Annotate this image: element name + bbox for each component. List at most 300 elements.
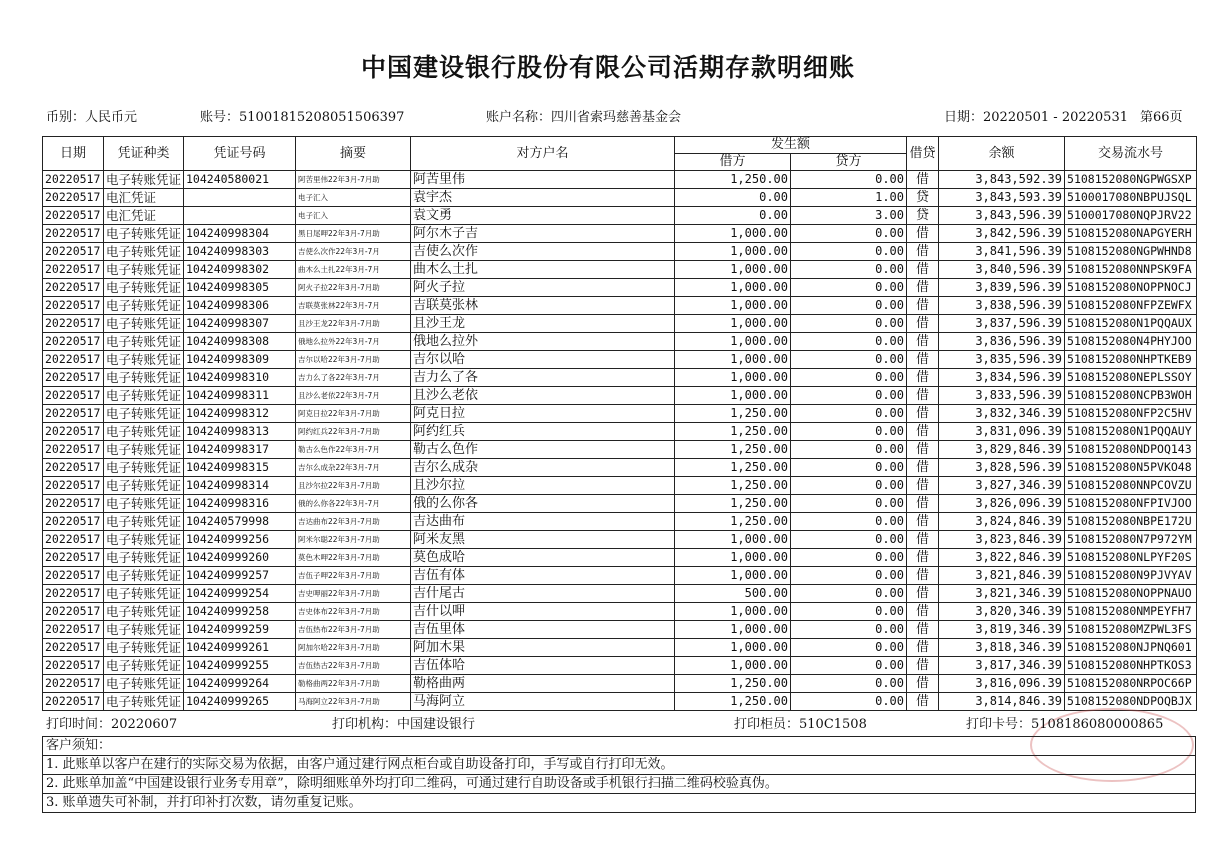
credit-amount: 0.00 [791, 441, 907, 459]
debit-credit-flag: 借 [907, 351, 939, 369]
credit-amount: 0.00 [791, 603, 907, 621]
print-card: 打印卡号：5108186080000865 [966, 717, 1164, 732]
table-row [43, 675, 1197, 693]
notice-heading: 客户须知： [43, 737, 1196, 756]
voucher-type: 电子转账凭证 [104, 297, 184, 315]
voucher-number: 104240999261 [184, 639, 296, 657]
header-summary: 摘要 [296, 137, 411, 171]
debit-amount: 1,000.00 [675, 351, 791, 369]
serial-number: 5108152080NHPTKOS3 [1065, 657, 1197, 675]
transaction-summary: 俄的么你各22年3月-7月 [296, 495, 411, 513]
voucher-number: 104240999260 [184, 549, 296, 567]
counterparty-name: 阿尔木子吉 [411, 225, 675, 243]
debit-amount: 1,250.00 [675, 675, 791, 693]
debit-credit-flag: 借 [907, 261, 939, 279]
ledger-date: 20220517 [43, 621, 104, 639]
debit-amount: 1,000.00 [675, 603, 791, 621]
debit-amount: 1,000.00 [675, 531, 791, 549]
table-row [43, 603, 1197, 621]
ledger-date: 20220517 [43, 261, 104, 279]
debit-amount: 1,000.00 [675, 315, 791, 333]
header-amount: 发生额 [675, 137, 907, 154]
serial-number: 5100017080NBPUJSQL [1065, 189, 1197, 207]
voucher-number: 104240999256 [184, 531, 296, 549]
credit-amount: 0.00 [791, 513, 907, 531]
table-row [43, 567, 1197, 585]
debit-amount: 1,000.00 [675, 657, 791, 675]
transaction-summary: 吉尔以哈22年3月-7月助 [296, 351, 411, 369]
voucher-type: 电子转账凭证 [104, 585, 184, 603]
customer-notice [42, 736, 1196, 813]
transaction-summary: 勒古么色作22年3月-7月 [296, 441, 411, 459]
voucher-number: 104240998316 [184, 495, 296, 513]
credit-amount: 0.00 [791, 297, 907, 315]
balance-amount: 3,819,346.39 [939, 621, 1065, 639]
header-dc: 借贷 [907, 137, 939, 171]
counterparty-name: 袁文勇 [411, 207, 675, 225]
voucher-type: 电子转账凭证 [104, 567, 184, 585]
debit-credit-flag: 贷 [907, 207, 939, 225]
voucher-number: 104240998306 [184, 297, 296, 315]
voucher-type: 电子转账凭证 [104, 225, 184, 243]
serial-number: 5108152080N5PVKO48 [1065, 459, 1197, 477]
document-title: 中国建设银行股份有限公司活期存款明细账 [360, 53, 855, 82]
serial-number: 5108152080N7P972YM [1065, 531, 1197, 549]
account-name: 账户名称：四川省索玛慈善基金会 [486, 110, 682, 125]
balance-amount: 3,833,596.39 [939, 387, 1065, 405]
credit-amount: 0.00 [791, 351, 907, 369]
voucher-number: 104240998314 [184, 477, 296, 495]
credit-amount: 0.00 [791, 675, 907, 693]
voucher-number: 104240999259 [184, 621, 296, 639]
counterparty-name: 阿约红兵 [411, 423, 675, 441]
credit-amount: 0.00 [791, 243, 907, 261]
ledger-date: 20220517 [43, 585, 104, 603]
ledger-date: 20220517 [43, 225, 104, 243]
ledger-date: 20220517 [43, 531, 104, 549]
counterparty-name: 阿加木果 [411, 639, 675, 657]
transaction-summary: 黑日尾呷22年3月-7月助 [296, 225, 411, 243]
serial-number: 5108152080NRPOC66P [1065, 675, 1197, 693]
balance-amount: 3,828,596.39 [939, 459, 1065, 477]
voucher-type: 电子转账凭证 [104, 621, 184, 639]
credit-amount: 0.00 [791, 621, 907, 639]
credit-amount: 0.00 [791, 225, 907, 243]
transaction-summary: 电子汇入 [296, 207, 411, 225]
debit-credit-flag: 借 [907, 567, 939, 585]
counterparty-name: 吉尔么成杂 [411, 459, 675, 477]
voucher-type: 电子转账凭证 [104, 243, 184, 261]
voucher-type: 电子转账凭证 [104, 351, 184, 369]
counterparty-name: 马海阿立 [411, 693, 675, 711]
table-row [43, 171, 1197, 189]
debit-credit-flag: 借 [907, 459, 939, 477]
ledger-date: 20220517 [43, 243, 104, 261]
voucher-number: 104240998317 [184, 441, 296, 459]
counterparty-name: 曲木么土扎 [411, 261, 675, 279]
debit-amount: 0.00 [675, 189, 791, 207]
credit-amount: 0.00 [791, 405, 907, 423]
balance-amount: 3,827,346.39 [939, 477, 1065, 495]
credit-amount: 0.00 [791, 531, 907, 549]
serial-number: 5108152080NAPGYERH [1065, 225, 1197, 243]
header-counterparty: 对方户名 [411, 137, 675, 171]
counterparty-name: 且沙尔拉 [411, 477, 675, 495]
debit-credit-flag: 借 [907, 279, 939, 297]
transaction-summary: 阿克日拉22年3月-7月助 [296, 405, 411, 423]
debit-credit-flag: 借 [907, 423, 939, 441]
counterparty-name: 阿米友黑 [411, 531, 675, 549]
counterparty-name: 勒古么色作 [411, 441, 675, 459]
ledger-date: 20220517 [43, 603, 104, 621]
header-credit: 贷方 [791, 154, 907, 171]
currency-label: 币别：人民币元 [46, 110, 138, 125]
credit-amount: 0.00 [791, 495, 907, 513]
counterparty-name: 吉伍有体 [411, 567, 675, 585]
ledger-date: 20220517 [43, 279, 104, 297]
ledger-date: 20220517 [43, 675, 104, 693]
table-row [43, 477, 1197, 495]
counterparty-name: 俄地么拉外 [411, 333, 675, 351]
voucher-type: 电子转账凭证 [104, 459, 184, 477]
voucher-number: 104240998311 [184, 387, 296, 405]
debit-credit-flag: 借 [907, 171, 939, 189]
voucher-number: 104240999265 [184, 693, 296, 711]
counterparty-name: 吉联莫张林 [411, 297, 675, 315]
debit-credit-flag: 借 [907, 621, 939, 639]
ledger-date: 20220517 [43, 657, 104, 675]
debit-credit-flag: 借 [907, 387, 939, 405]
table-row [43, 531, 1197, 549]
transaction-summary: 阿火子拉22年3月-7月助 [296, 279, 411, 297]
serial-number: 5108152080NJPNQ601 [1065, 639, 1197, 657]
voucher-type: 电子转账凭证 [104, 441, 184, 459]
table-row [43, 441, 1197, 459]
counterparty-name: 勒格曲两 [411, 675, 675, 693]
table-row [43, 387, 1197, 405]
voucher-number: 104240999258 [184, 603, 296, 621]
header-serial: 交易流水号 [1065, 137, 1197, 171]
page-number: 第66页 [1140, 110, 1183, 125]
table-row [43, 351, 1197, 369]
debit-amount: 500.00 [675, 585, 791, 603]
table-row [43, 459, 1197, 477]
counterparty-name: 且沙王龙 [411, 315, 675, 333]
voucher-number: 104240998308 [184, 333, 296, 351]
balance-amount: 3,818,346.39 [939, 639, 1065, 657]
transaction-summary: 吉力么了各22年3月-7月 [296, 369, 411, 387]
debit-credit-flag: 借 [907, 333, 939, 351]
ledger-date: 20220517 [43, 207, 104, 225]
ledger-date: 20220517 [43, 477, 104, 495]
voucher-number: 104240998315 [184, 459, 296, 477]
voucher-type: 电子转账凭证 [104, 603, 184, 621]
balance-amount: 3,843,596.39 [939, 207, 1065, 225]
voucher-number: 104240998309 [184, 351, 296, 369]
counterparty-name: 莫色成哈 [411, 549, 675, 567]
voucher-number: 104240579998 [184, 513, 296, 531]
serial-number: 5108152080NNPCOVZU [1065, 477, 1197, 495]
counterparty-name: 俄的么你各 [411, 495, 675, 513]
voucher-number: 104240998310 [184, 369, 296, 387]
debit-credit-flag: 借 [907, 693, 939, 711]
debit-amount: 1,000.00 [675, 621, 791, 639]
serial-number: 5108152080NLPYF20S [1065, 549, 1197, 567]
voucher-type: 电子转账凭证 [104, 405, 184, 423]
voucher-number: 104240580021 [184, 171, 296, 189]
debit-credit-flag: 借 [907, 477, 939, 495]
credit-amount: 0.00 [791, 333, 907, 351]
balance-amount: 3,838,596.39 [939, 297, 1065, 315]
debit-amount: 1,250.00 [675, 171, 791, 189]
transaction-summary: 吉联莫张林22年3月-7月 [296, 297, 411, 315]
serial-number: 5108152080NFPIVJOO [1065, 495, 1197, 513]
ledger-date: 20220517 [43, 405, 104, 423]
voucher-type: 电子转账凭证 [104, 675, 184, 693]
credit-amount: 0.00 [791, 423, 907, 441]
balance-amount: 3,821,346.39 [939, 585, 1065, 603]
print-time: 打印时间：20220607 [46, 717, 178, 732]
serial-number: 5108152080MZPWL3FS [1065, 621, 1197, 639]
debit-amount: 1,000.00 [675, 369, 791, 387]
notice-item: 2. 此账单加盖“中国建设银行业务专用章”，除明细账单外均打印二维码，可通过建行自助设备或手机银行扫描二维码校验真伪。 [43, 775, 1196, 794]
voucher-type: 电子转账凭证 [104, 477, 184, 495]
balance-amount: 3,841,596.39 [939, 243, 1065, 261]
ledger-date: 20220517 [43, 495, 104, 513]
debit-amount: 1,250.00 [675, 693, 791, 711]
credit-amount: 0.00 [791, 261, 907, 279]
header-date: 日期 [43, 137, 104, 171]
ledger-date: 20220517 [43, 351, 104, 369]
table-row [43, 513, 1197, 531]
ledger-date: 20220517 [43, 297, 104, 315]
debit-credit-flag: 贷 [907, 189, 939, 207]
balance-amount: 3,820,346.39 [939, 603, 1065, 621]
counterparty-name: 吉尔以哈 [411, 351, 675, 369]
credit-amount: 0.00 [791, 171, 907, 189]
table-row [43, 657, 1197, 675]
ledger-date: 20220517 [43, 549, 104, 567]
serial-number: 5108152080N1PQQAUY [1065, 423, 1197, 441]
counterparty-name: 且沙么老依 [411, 387, 675, 405]
ledger-body [43, 171, 1197, 711]
voucher-number: 104240998303 [184, 243, 296, 261]
counterparty-name: 袁宇杰 [411, 189, 675, 207]
voucher-number: 104240998304 [184, 225, 296, 243]
debit-credit-flag: 借 [907, 639, 939, 657]
table-row [43, 315, 1197, 333]
transaction-summary: 阿约红兵22年3月-7月助 [296, 423, 411, 441]
print-counter: 打印柜员：510C1508 [734, 717, 867, 732]
transaction-summary: 莫色木呷22年3月-7月助 [296, 549, 411, 567]
table-row [43, 621, 1197, 639]
serial-number: 5108152080NGPWHND8 [1065, 243, 1197, 261]
debit-amount: 1,250.00 [675, 459, 791, 477]
table-row [43, 423, 1197, 441]
transaction-summary: 吉伍子呷22年3月-7月助 [296, 567, 411, 585]
notice-item: 1. 此账单以客户在建行的实际交易为依据，由客户通过建行网点柜台或自助设备打印，手写或自行打印无效。 [43, 756, 1196, 775]
transaction-summary: 吉伍热古22年3月-7月助 [296, 657, 411, 675]
serial-number: 5108152080NFPZEWFX [1065, 297, 1197, 315]
debit-credit-flag: 借 [907, 585, 939, 603]
voucher-type: 电汇凭证 [104, 207, 184, 225]
serial-number: 5108152080NGPWGSXP [1065, 171, 1197, 189]
ledger-date: 20220517 [43, 513, 104, 531]
serial-number: 5108152080NDPOQBJX [1065, 693, 1197, 711]
debit-credit-flag: 借 [907, 369, 939, 387]
debit-credit-flag: 借 [907, 225, 939, 243]
debit-credit-flag: 借 [907, 513, 939, 531]
counterparty-name: 吉什尾古 [411, 585, 675, 603]
balance-amount: 3,817,346.39 [939, 657, 1065, 675]
voucher-type: 电子转账凭证 [104, 387, 184, 405]
debit-amount: 1,000.00 [675, 225, 791, 243]
table-row [43, 189, 1197, 207]
debit-amount: 1,000.00 [675, 243, 791, 261]
serial-number: 5108152080NCPB3WOH [1065, 387, 1197, 405]
balance-amount: 3,822,846.39 [939, 549, 1065, 567]
ledger-date: 20220517 [43, 423, 104, 441]
counterparty-name: 阿苦里伟 [411, 171, 675, 189]
balance-amount: 3,843,593.39 [939, 189, 1065, 207]
table-row [43, 279, 1197, 297]
debit-amount: 1,250.00 [675, 495, 791, 513]
transaction-summary: 且沙尔拉22年3月-7月助 [296, 477, 411, 495]
voucher-number: 104240998312 [184, 405, 296, 423]
transaction-summary: 吉伍热布22年3月-7月助 [296, 621, 411, 639]
header-voucher-type: 凭证种类 [104, 137, 184, 171]
credit-amount: 0.00 [791, 585, 907, 603]
voucher-number: 104240998313 [184, 423, 296, 441]
voucher-type: 电子转账凭证 [104, 333, 184, 351]
voucher-number [184, 207, 296, 225]
serial-number: 5108152080NOPPNAUO [1065, 585, 1197, 603]
table-row [43, 405, 1197, 423]
credit-amount: 0.00 [791, 549, 907, 567]
balance-amount: 3,824,846.39 [939, 513, 1065, 531]
balance-amount: 3,823,846.39 [939, 531, 1065, 549]
table-row [43, 333, 1197, 351]
counterparty-name: 吉伍体哈 [411, 657, 675, 675]
balance-amount: 3,814,846.39 [939, 693, 1065, 711]
voucher-type: 电子转账凭证 [104, 495, 184, 513]
transaction-summary: 马海阿立22年3月-7月助 [296, 693, 411, 711]
voucher-number: 104240999264 [184, 675, 296, 693]
debit-amount: 1,000.00 [675, 261, 791, 279]
counterparty-name: 吉使么次作 [411, 243, 675, 261]
debit-credit-flag: 借 [907, 495, 939, 513]
header-balance: 余额 [939, 137, 1065, 171]
serial-number: 5108152080NBPE172U [1065, 513, 1197, 531]
voucher-type: 电子转账凭证 [104, 315, 184, 333]
ledger-date: 20220517 [43, 171, 104, 189]
serial-number: 5108152080NDPOQ143 [1065, 441, 1197, 459]
debit-amount: 1,000.00 [675, 639, 791, 657]
serial-number: 5108152080NEPLSSOY [1065, 369, 1197, 387]
voucher-type: 电子转账凭证 [104, 513, 184, 531]
transaction-summary: 吉史呷丽22年3月-7月助 [296, 585, 411, 603]
transaction-summary: 吉使么次作22年3月-7月 [296, 243, 411, 261]
debit-amount: 1,250.00 [675, 513, 791, 531]
ledger-date: 20220517 [43, 567, 104, 585]
voucher-number: 104240999254 [184, 585, 296, 603]
voucher-number: 104240998302 [184, 261, 296, 279]
balance-amount: 3,832,346.39 [939, 405, 1065, 423]
serial-number: 5108152080NOPPNOCJ [1065, 279, 1197, 297]
credit-amount: 1.00 [791, 189, 907, 207]
serial-number: 5108152080N1PQQAUX [1065, 315, 1197, 333]
transaction-summary: 吉史体布22年3月-7月助 [296, 603, 411, 621]
debit-credit-flag: 借 [907, 441, 939, 459]
counterparty-name: 吉伍里体 [411, 621, 675, 639]
credit-amount: 0.00 [791, 477, 907, 495]
debit-credit-flag: 借 [907, 549, 939, 567]
debit-credit-flag: 借 [907, 603, 939, 621]
serial-number: 5108152080NFP2C5HV [1065, 405, 1197, 423]
voucher-number: 104240998305 [184, 279, 296, 297]
balance-amount: 3,837,596.39 [939, 315, 1065, 333]
transaction-summary: 勒格曲两22年3月-7月助 [296, 675, 411, 693]
voucher-type: 电子转账凭证 [104, 369, 184, 387]
credit-amount: 0.00 [791, 657, 907, 675]
ledger-date: 20220517 [43, 387, 104, 405]
debit-credit-flag: 借 [907, 297, 939, 315]
serial-number: 5100017080NQPJRV22 [1065, 207, 1197, 225]
ledger-date: 20220517 [43, 189, 104, 207]
voucher-type: 电汇凭证 [104, 189, 184, 207]
balance-amount: 3,840,596.39 [939, 261, 1065, 279]
credit-amount: 0.00 [791, 315, 907, 333]
debit-amount: 1,250.00 [675, 477, 791, 495]
voucher-type: 电子转账凭证 [104, 531, 184, 549]
credit-amount: 0.00 [791, 387, 907, 405]
voucher-number: 104240998307 [184, 315, 296, 333]
counterparty-name: 阿克日拉 [411, 405, 675, 423]
ledger-date: 20220517 [43, 459, 104, 477]
voucher-type: 电子转账凭证 [104, 423, 184, 441]
print-org: 打印机构：中国建设银行 [332, 717, 476, 732]
transaction-summary: 吉达曲布22年3月-7月助 [296, 513, 411, 531]
debit-amount: 1,000.00 [675, 387, 791, 405]
debit-credit-flag: 借 [907, 243, 939, 261]
ledger-table [42, 136, 1197, 711]
ledger-date: 20220517 [43, 693, 104, 711]
debit-credit-flag: 借 [907, 315, 939, 333]
balance-amount: 3,836,596.39 [939, 333, 1065, 351]
header-voucher-no: 凭证号码 [184, 137, 296, 171]
counterparty-name: 吉达曲布 [411, 513, 675, 531]
ledger-date: 20220517 [43, 639, 104, 657]
voucher-type: 电子转账凭证 [104, 657, 184, 675]
voucher-type: 电子转账凭证 [104, 171, 184, 189]
balance-amount: 3,821,846.39 [939, 567, 1065, 585]
debit-amount: 1,000.00 [675, 333, 791, 351]
debit-credit-flag: 借 [907, 657, 939, 675]
balance-amount: 3,829,846.39 [939, 441, 1065, 459]
credit-amount: 0.00 [791, 639, 907, 657]
table-row [43, 585, 1197, 603]
balance-amount: 3,816,096.39 [939, 675, 1065, 693]
debit-credit-flag: 借 [907, 675, 939, 693]
voucher-type: 电子转账凭证 [104, 279, 184, 297]
transaction-summary: 阿加尔哈22年3月-7月助 [296, 639, 411, 657]
debit-amount: 1,000.00 [675, 567, 791, 585]
counterparty-name: 吉力么了各 [411, 369, 675, 387]
voucher-type: 电子转账凭证 [104, 639, 184, 657]
debit-credit-flag: 借 [907, 531, 939, 549]
header-debit: 借方 [675, 154, 791, 171]
credit-amount: 0.00 [791, 693, 907, 711]
